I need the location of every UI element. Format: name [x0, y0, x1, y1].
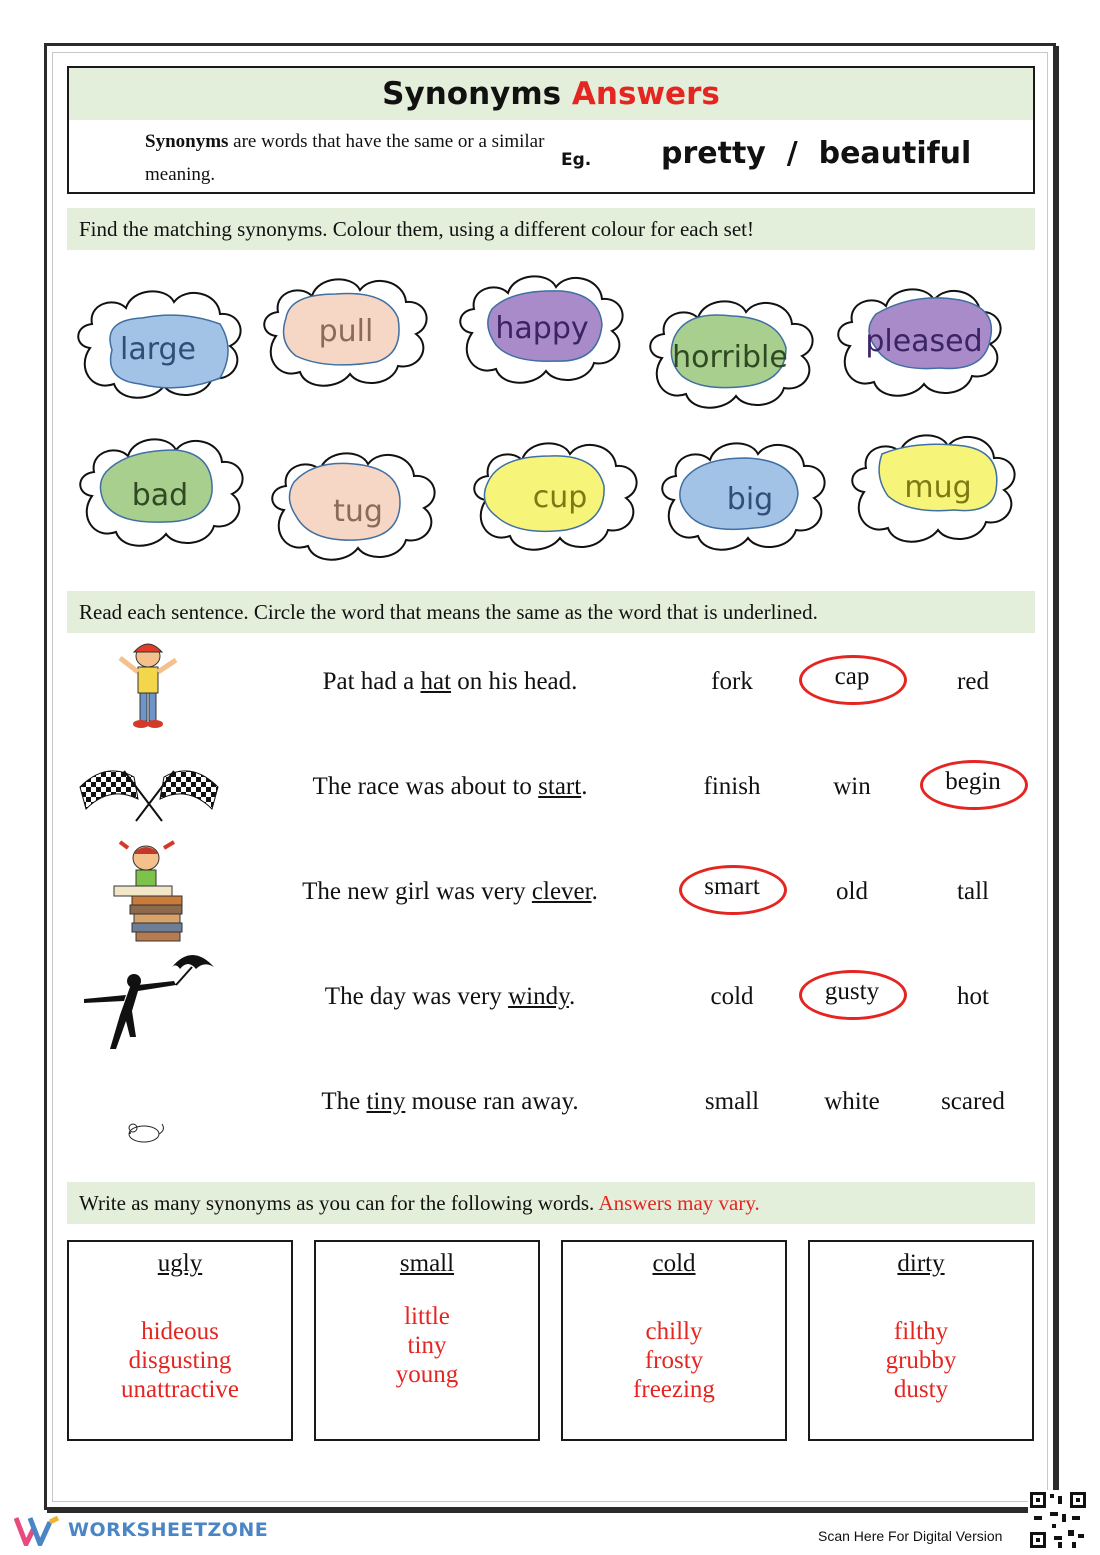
example-words: pretty / beautiful — [661, 136, 972, 171]
title-block — [67, 66, 1035, 194]
answer-box-cold — [561, 1240, 787, 1441]
definition-rest: are words that have the same or a similar meaning. — [145, 131, 545, 185]
sentence-end: . — [581, 773, 588, 800]
section1-instruction — [67, 208, 1035, 250]
sentence-end: . — [568, 983, 576, 1010]
page-title — [69, 68, 1033, 120]
cloud-mug — [844, 424, 1020, 550]
cloud-word: big — [726, 481, 774, 517]
option-word[interactable]: small — [704, 1088, 760, 1115]
answer-item: young — [395, 1361, 459, 1388]
sentence-start: The race was about to — [312, 773, 539, 800]
answer-item: freezing — [633, 1376, 715, 1403]
option-word[interactable]: begin — [945, 768, 1001, 795]
answer-item: filthy — [893, 1318, 949, 1345]
option-word[interactable]: cold — [710, 983, 754, 1010]
sentence-start: Pat had a — [322, 668, 421, 695]
cloud-happy — [452, 265, 628, 391]
answer-item: dusty — [893, 1376, 949, 1403]
option-word[interactable]: fork — [711, 668, 753, 695]
answer-box-ugly — [67, 1240, 293, 1441]
option-word[interactable]: win — [833, 773, 871, 800]
cloud-bad — [72, 428, 248, 554]
answer-item: little — [404, 1303, 450, 1330]
cloud-word: pull — [318, 313, 374, 349]
title-accent: Answers — [571, 76, 720, 112]
answer-item: frosty — [644, 1347, 704, 1374]
section2-instruction — [67, 591, 1035, 633]
section2-instruction-text: Read each sentence. Circle the word that means the same as the word that is underlined. — [79, 600, 818, 624]
cloud-pull — [256, 268, 432, 394]
worksheetzone-logo-icon — [14, 1516, 62, 1551]
answer-box-heading: cold — [652, 1250, 696, 1277]
section3-note: Answers may vary. — [598, 1191, 760, 1215]
answer-item: disgusting — [128, 1347, 232, 1374]
race-flags-icon — [76, 757, 222, 828]
section3-instruction-text: Write as many synonyms as you can for the following words. — [79, 1191, 595, 1215]
example-label: Eg. — [561, 150, 592, 170]
cloud-word: pleased — [865, 323, 983, 359]
sentence — [250, 668, 650, 696]
answer-list — [316, 1302, 538, 1389]
answer-box-small — [314, 1240, 540, 1441]
answer-item: unattractive — [121, 1376, 239, 1403]
option-word[interactable]: hot — [957, 983, 989, 1010]
answer-list — [810, 1317, 1032, 1404]
cloud-word: bad — [131, 477, 189, 513]
option-word[interactable]: finish — [703, 773, 761, 800]
cloud-big — [654, 432, 830, 558]
answer-item: tiny — [407, 1332, 447, 1359]
scan-caption: Scan Here For Digital Version — [818, 1528, 1003, 1544]
brand-name[interactable]: WORKSHEETZONE — [68, 1519, 269, 1541]
cloud-pleased — [830, 278, 1006, 404]
answer-item: grubby — [885, 1347, 957, 1374]
sentence — [250, 773, 650, 801]
answer-item: chilly — [645, 1318, 703, 1345]
answer-circle — [679, 865, 787, 915]
cloud-horrible — [642, 290, 818, 416]
answer-circle — [799, 655, 907, 705]
answer-box-heading: small — [399, 1250, 455, 1277]
umbrella-man-icon — [80, 945, 218, 1058]
cloud-large — [70, 280, 246, 406]
underlined-word: hat — [420, 668, 452, 695]
option-word[interactable]: scared — [941, 1088, 1005, 1115]
cloud-word: happy — [495, 310, 589, 346]
sentence-start: The — [321, 1088, 367, 1115]
answer-item: hideous — [141, 1318, 219, 1345]
option-word[interactable]: cap — [834, 663, 870, 690]
cloud-word: tug — [333, 493, 383, 529]
answer-box-heading: dirty — [897, 1250, 945, 1277]
answer-box-dirty — [808, 1240, 1034, 1441]
cloud-tug — [264, 442, 440, 568]
qr-code-icon[interactable] — [1028, 1490, 1088, 1555]
answer-box-heading: ugly — [157, 1250, 203, 1277]
girl-books-icon — [106, 840, 186, 951]
answer-list — [69, 1317, 291, 1404]
sentence — [250, 1088, 650, 1116]
definition-text — [145, 125, 545, 191]
sentence-start: The day was very — [324, 983, 509, 1010]
title-main: Synonyms — [382, 76, 562, 112]
option-word[interactable]: old — [836, 878, 868, 905]
section3-instruction — [67, 1182, 1035, 1224]
sentence — [250, 983, 650, 1011]
underlined-word: tiny — [366, 1088, 406, 1115]
underlined-word: windy — [508, 983, 569, 1010]
answer-list — [563, 1317, 785, 1404]
cloud-word: large — [119, 331, 197, 367]
sentence-end: . — [591, 878, 598, 905]
option-word[interactable]: tall — [957, 878, 989, 905]
definition-term: Synonyms — [145, 131, 229, 152]
underlined-word: start — [538, 773, 582, 800]
option-word[interactable]: gusty — [824, 978, 880, 1005]
mouse-icon — [124, 1116, 168, 1151]
option-word[interactable]: smart — [704, 873, 760, 900]
sentence — [250, 878, 650, 906]
underlined-word: clever — [531, 878, 592, 905]
option-word[interactable]: white — [824, 1088, 880, 1115]
cloud-cup — [466, 432, 642, 558]
sentence-start: The new girl was very — [302, 878, 532, 905]
section1-instruction-text: Find the matching synonyms. Colour them, using a different colour for each set! — [79, 217, 754, 241]
cloud-word: horrible — [672, 339, 788, 375]
sentence-end: on his head. — [451, 668, 578, 695]
answer-circle — [799, 970, 907, 1020]
cloud-word: cup — [532, 479, 588, 515]
boy-cap-icon — [110, 640, 186, 737]
option-word[interactable]: red — [957, 668, 989, 695]
sentence-end: mouse ran away. — [405, 1088, 579, 1115]
answer-circle — [920, 760, 1028, 810]
cloud-word: mug — [904, 469, 972, 505]
